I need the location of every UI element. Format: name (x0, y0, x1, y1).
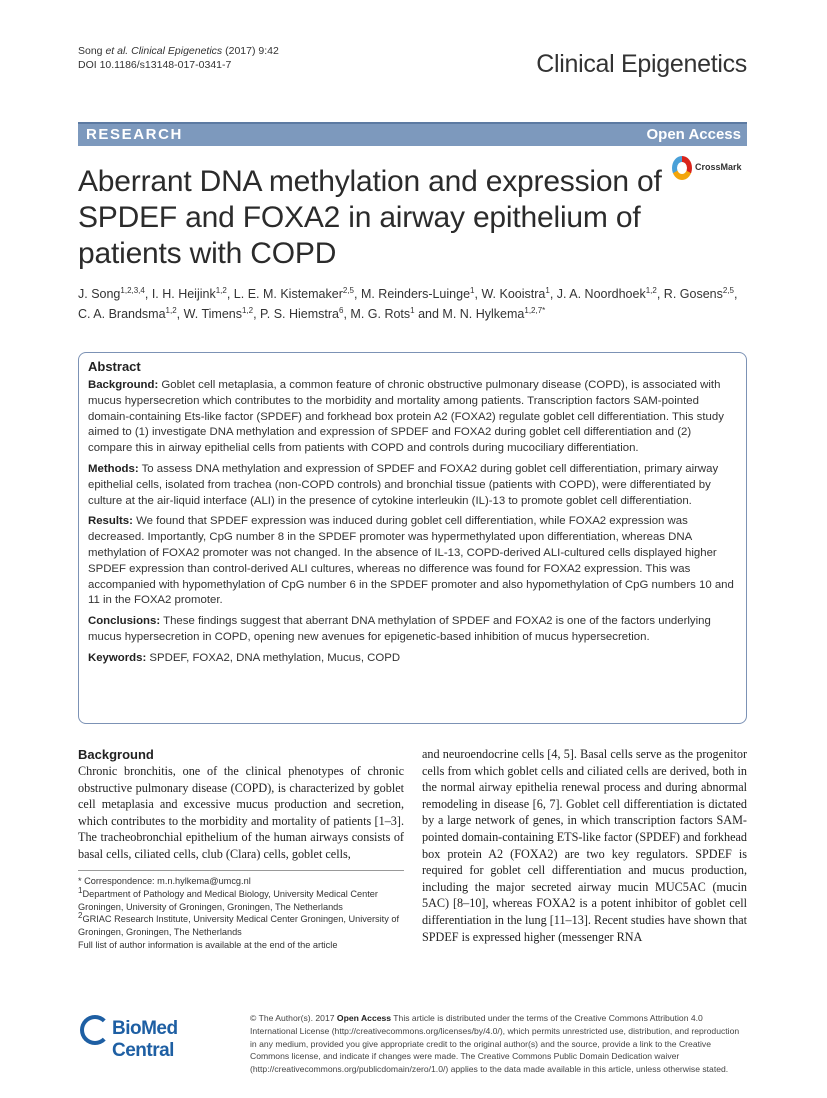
abstract-heading: Abstract (88, 359, 141, 374)
author-separator: , (343, 307, 351, 321)
article-type-banner (78, 122, 747, 146)
article-title: Aberrant DNA methylation and expression of SPDEF and FOXA2 in airway epithelium of patients with COPD (78, 165, 662, 270)
author-name: C. A. Brandsma (78, 307, 166, 321)
affiliation-1: $^1$Department of Pathology and Medical Biology, University Medical Center Groningen, University of Groningen, Groningen, The Netherlands (78, 885, 378, 912)
author-affiliation-sup: 1,2 (241, 305, 254, 315)
license-text: © The Author(s). 2017 Open Access This article is distributed under the terms of the Creative Commons Attribution 4.0 International License (http://creativecommons.org/licenses/by/4.0/), which permits unrestricted use, distribution, and reproduction in any medium, provided you give appropriate credit to the original author(s) and the source, provide a link to the Creative Commons license, and indicate if changes were made. The Creative Commons Public Domain Dedication waiver (http://creativecommons.org/publicdomain/zero/1.0/) applies to the data made available in this article, unless otherwise stated. (250, 1013, 740, 1075)
abstract-keywords: Keywords: SPDEF, FOXA2, DNA methylation, Mucus, COPD (88, 651, 401, 664)
body-column-left (78, 746, 404, 863)
author-affiliation-sup: 1,2,7* (524, 305, 546, 315)
body-text-left: Chronic bronchitis, one of the clinical phenotypes of chronic obstructive pulmonary disease (COPD), is characterized by goblet cell metaplasia and excessive mucus production and secretion, which contributes to the morbidity and mortality of patients [1–3]. The tracheobronchial epithelium of the human airways consists of basal cells, ciliated cells, club (Clara) cells, goblet cells, (78, 764, 404, 861)
section-heading-background: Background (78, 747, 154, 762)
author-separator: , (353, 287, 361, 301)
author-separator: , (656, 287, 664, 301)
affiliation-2: $^2$GRIAC Research Institute, University Medical Center Groningen, University of Groningen, Groningen, The Netherlands (78, 911, 400, 938)
author-affiliation-sup: 1,2 (165, 305, 177, 315)
author-affiliation-sup: 2,5 (722, 285, 734, 295)
author-name: M. G. Rots (350, 307, 411, 321)
author-separator: , (549, 287, 557, 301)
author-separator: , (253, 307, 261, 321)
author-separator: , (474, 287, 482, 301)
author-name: J. A. Noordhoek (556, 287, 646, 301)
author-name: J. Song (78, 287, 121, 301)
author-affiliation-sup: 6 (339, 305, 344, 315)
citation-line: Song et al. Clinical Epigenetics (2017) 9:42 (78, 45, 279, 57)
author-name: W. Kooistra (481, 287, 546, 301)
open-access-label: Open Access (646, 126, 741, 143)
correspondence: * Correspondence: m.n.hylkema@umcg.nl (78, 876, 251, 886)
research-label: RESEARCH (86, 126, 183, 143)
doi[interactable]: DOI 10.1186/s13148-017-0341-7 (78, 59, 232, 71)
author-affiliation-sup: 1 (410, 305, 415, 315)
author-affiliation-sup: 1,2 (215, 285, 227, 295)
author-name: W. Timens (183, 307, 242, 321)
author-separator: , (144, 287, 152, 301)
author-affiliation-sup: 1 (545, 285, 550, 295)
author-affiliation-sup: 1 (470, 285, 475, 295)
author-list (78, 284, 748, 324)
body-column-right (422, 746, 747, 945)
author-separator: , (226, 287, 234, 301)
author-separator: , (176, 307, 184, 321)
author-name: M. Reinders-Luinge (360, 287, 471, 301)
author-affiliation-sup: 2,5 (342, 285, 354, 295)
abstract-methods: Methods: To assess DNA methylation and expression of SPDEF and FOXA2 during goblet cell differentiation, primary airway epithelial cells, isolated from trachea (non-COPD controls) and bronchial tissue (patients with COPD), were differentiated by culture at the air-liquid interface (ALI) in the presence of cytokine interleukin (IL)-13 to promote goblet cell differentiation. (88, 462, 719, 507)
author-separator: , (733, 287, 738, 301)
author-name: I. H. Heijink (151, 287, 216, 301)
biomed-central-logo: BioMed Central (80, 1014, 240, 1058)
body-text-right: and neuroendocrine cells [4, 5]. Basal cells serve as the progenitor cells from which goblet cells and ciliated cells are derived, both in the normal airway epithelia renewal process and during abnormal remodeling in disease [6, 7]. Goblet cell differentiation is dictated by a large network of genes, in which transcription factors SAM-pointed domain-containing ETS-like factor (SPDEF) and forkhead box protein A2 (FOXA2) are two key regulators. SPDEF is required for goblet cell differentiation and mucus production, including the major secreted airway mucin MUC5AC (mucin 5AC) [8–10], whereas FOXA2 is a potent inhibitor of goblet cell differentiation in the lung [11–13]. Recent studies have shown that SPDEF is expressed higher (messenger RNA (422, 747, 747, 944)
author-name: R. Gosens (663, 287, 723, 301)
author-affiliation-sup: 1,2 (645, 285, 657, 295)
abstract-results: Results: We found that SPDEF expression was induced during goblet cell differentiation, while FOXA2 expression was decreased. Importantly, CpG number 8 in the SPDEF promoter was hypermethylated upon differentiation, whereas DNA methylation of FOXA2 promoter was not changed. In the absence of IL-13, COPD-derived ALI-cultured cells displayed higher SPDEF expression than control-derived ALI cultures, whereas no difference was found for FOXA2 expression. This was accompanied with hypomethylation of CpG number 6 in the SPDEF promoter and also hypomethylation of CpG numbers 10 and 11 in the FOXA2 promoter. (88, 515, 734, 607)
journal-name: Clinical Epigenetics (536, 50, 747, 78)
author-name: P. S. Hiemstra (260, 307, 340, 321)
full-author-info-note: Full list of author information is available at the end of the article (78, 939, 338, 950)
abstract-background: Background: Goblet cell metaplasia, a common feature of chronic obstructive pulmonary disease (COPD), is associated with mucus hypersecretion which contributes to the morbidity and mortality among patients. Transcription factors SAM-pointed domain-containing Ets-like factor (SPDEF) and forkhead box protein A2 (FOXA2) regulate goblet cell differentiation. This study aimed to (1) investigate DNA methylation and expression of SPDEF and FOXA2 during goblet cell differentiation and (2) compare this in airway epithelial cells from patients with COPD and controls during mucociliary differentiation. (88, 379, 724, 455)
author-affiliation-sup: 1,2,3,4 (120, 285, 145, 295)
author-separator: and (414, 307, 443, 321)
citation-header (78, 44, 279, 72)
abstract-conclusions: Conclusions: These findings suggest that aberrant DNA methylation of SPDEF and FOXA2 is one of the factors underlying mucus hypersecretion in COPD, opening new avenues for epigenetic-based inhibition of mucus hypersecretion. (88, 615, 711, 643)
author-name: L. E. M. Kistemaker (233, 287, 343, 301)
crossmark-logo[interactable]: CrossMark (672, 156, 750, 186)
bmc-circle-icon (80, 1015, 110, 1045)
footnotes (78, 870, 404, 952)
author-name: M. N. Hylkema (442, 307, 525, 321)
abstract-box (78, 352, 747, 724)
